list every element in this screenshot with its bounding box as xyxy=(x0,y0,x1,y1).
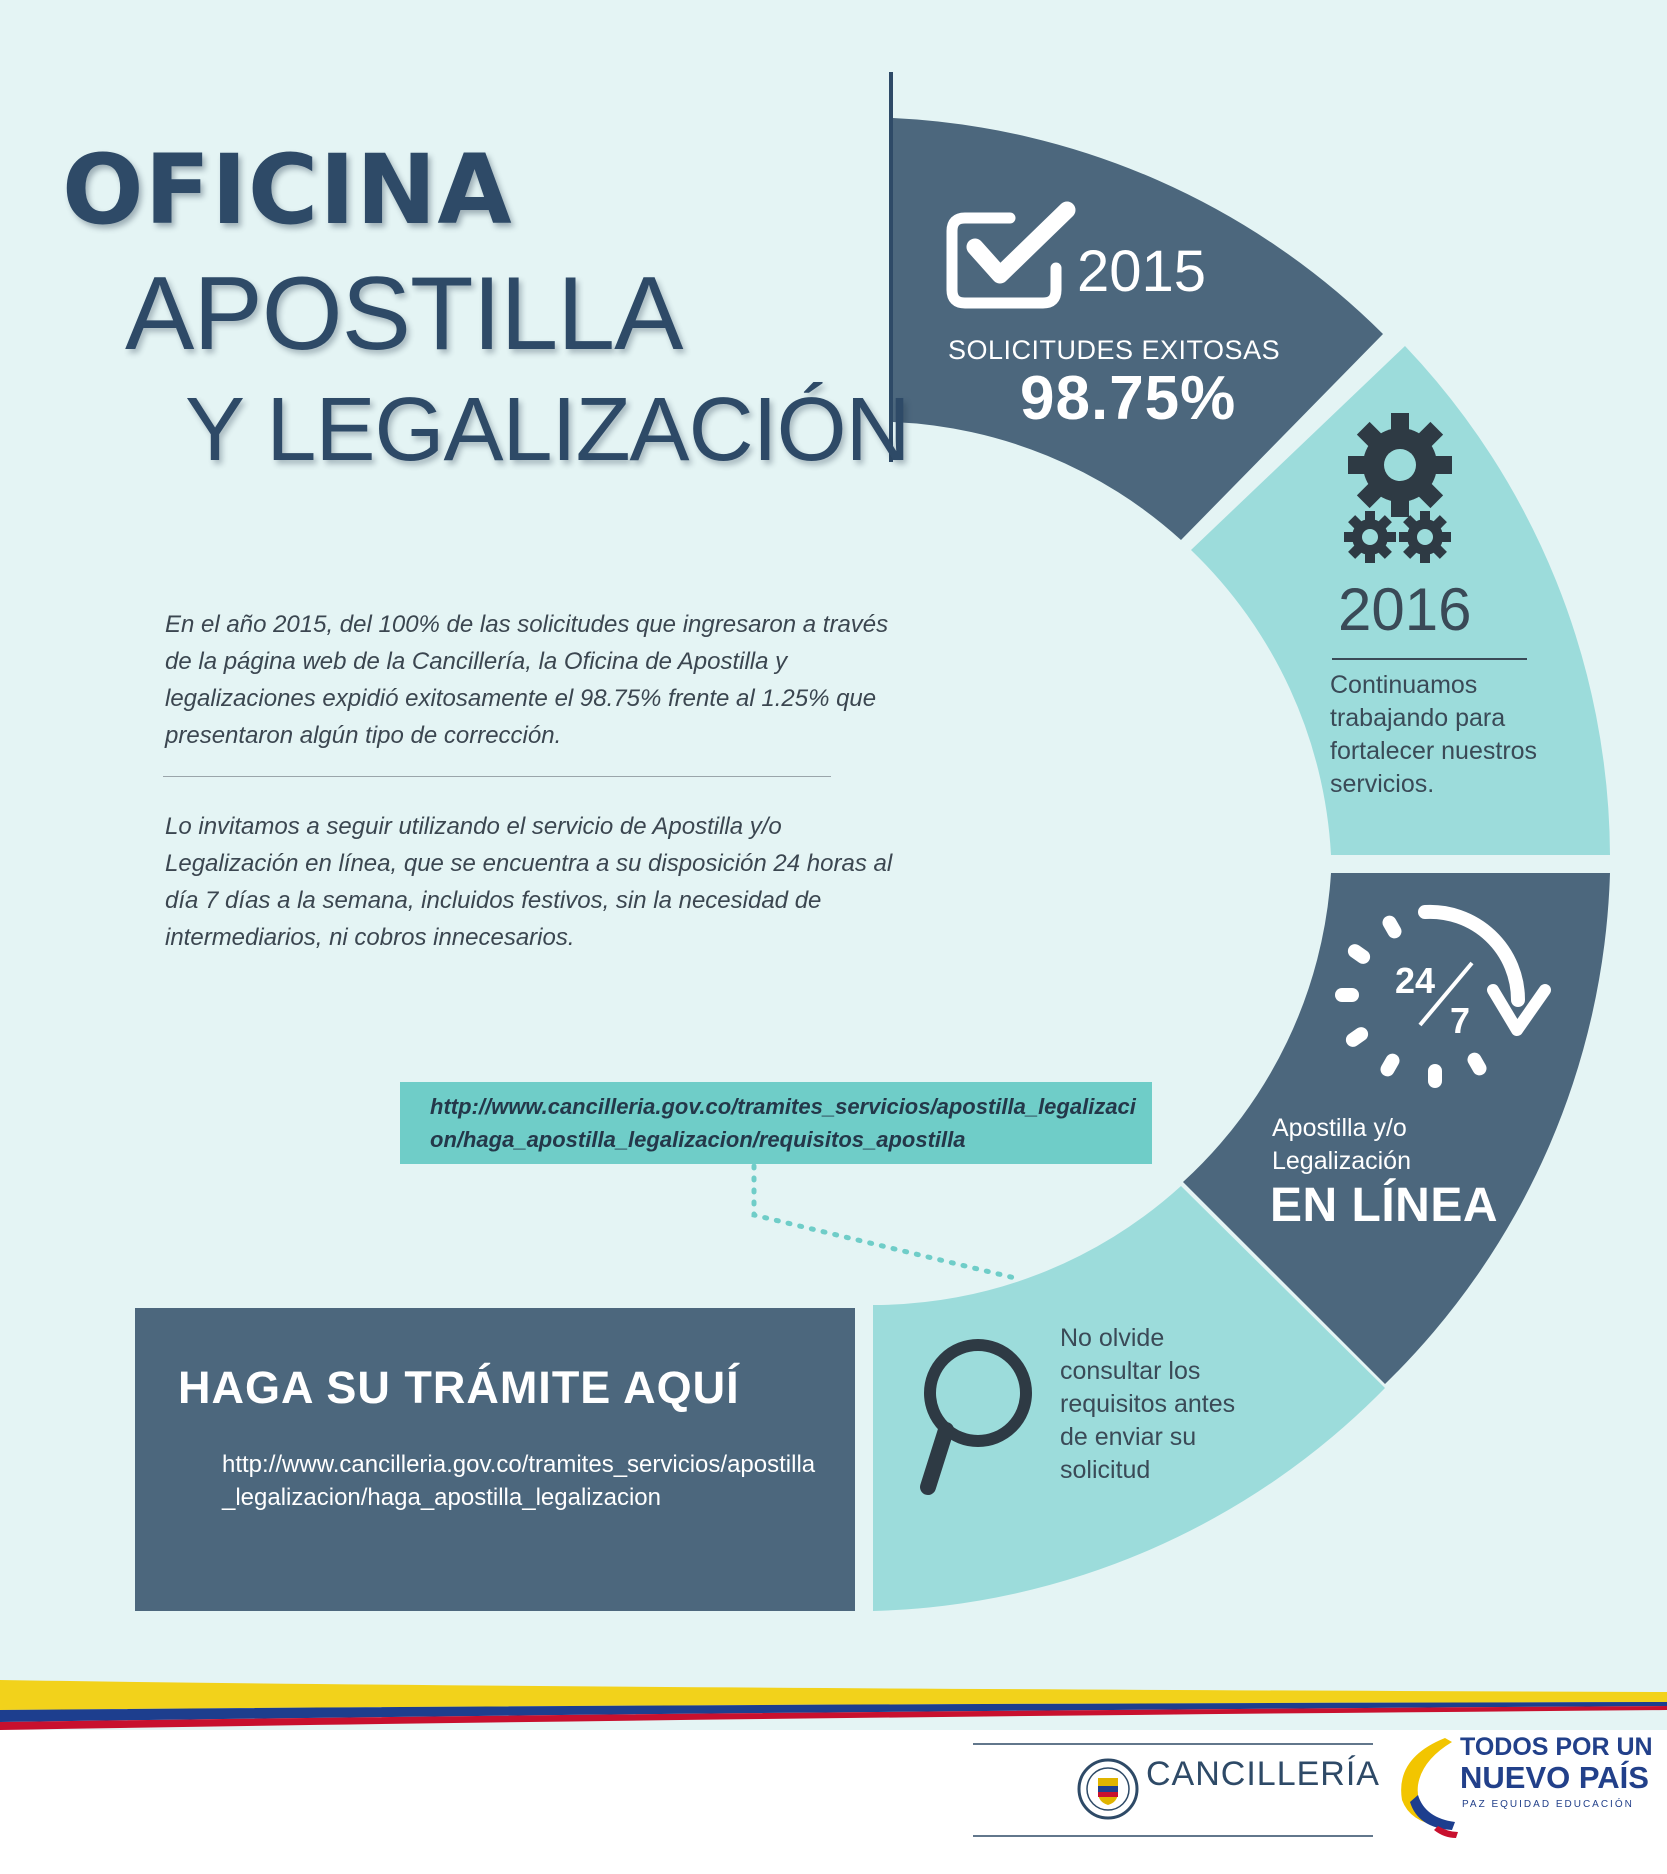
clock-24-text: 24 xyxy=(1395,960,1436,1001)
segment-2016-year: 2016 xyxy=(1338,576,1472,643)
segment-2016-underline xyxy=(1332,658,1527,660)
cancilleria-logo-text: CANCILLERÍA xyxy=(1146,1755,1380,1793)
coat-of-arms-seal-icon xyxy=(1079,1760,1137,1818)
segment-2015-label: SOLICITUDES EXITOSAS xyxy=(948,335,1281,365)
nuevo-pais-line2: NUEVO PAÍS xyxy=(1460,1760,1649,1795)
cta-link[interactable]: http://www.cancilleria.gov.co/tramites_servicios/apostilla_legalizacion/haga_apostilla_legalizacion xyxy=(222,1451,816,1511)
title-legalizacion: Y LEGALIZACIÓN xyxy=(185,380,910,480)
intro-paragraph-1: En el año 2015, del 100% de las solicitudes que ingresaron a través de la página web de la Cancillería, la Oficina de Apostilla y legalizaciones expidió exitosamente el 98.75% frente al 1.25% que presentaron algún tipo de corrección. xyxy=(165,611,889,749)
segment-requirements-text: No olvide consultar los requisitos antes de enviar su solicitud xyxy=(1060,1324,1236,1484)
segment-2016-text: Continuamos trabajando para fortalecer nuestros servicios. xyxy=(1330,671,1538,798)
title-apostilla: APOSTILLA xyxy=(125,256,683,372)
nuevo-pais-line3: PAZ EQUIDAD EDUCACIÓN xyxy=(1462,1799,1634,1810)
intro-paragraph-2: Lo invitamos a seguir utilizando el servicio de Apostilla y/o Legalización en línea, que se encuentra a su disposición 24 horas al día 7 días a la semana, incluidos festivos, sin la necesidad de intermediarios, ni cobros innecesarios. xyxy=(165,813,893,951)
intro-divider xyxy=(163,776,831,777)
nuevo-pais-line1: TODOS POR UN xyxy=(1460,1733,1653,1761)
segment-2015-value: 98.75% xyxy=(1020,364,1237,433)
segment-online-title: EN LÍNEA xyxy=(1270,1179,1499,1232)
clock-7-text: 7 xyxy=(1450,1000,1471,1041)
segment-online-subtitle: Apostilla y/o Legalización xyxy=(1272,1114,1411,1175)
dotted-connector xyxy=(754,1166,1015,1278)
cta-title: HAGA SU TRÁMITE AQUÍ xyxy=(178,1362,740,1413)
requirements-link[interactable]: http://www.cancilleria.gov.co/tramites_servicios/apostilla_legalizacion/haga_apostilla_legalizacion/requisitos_apostilla xyxy=(430,1094,1136,1152)
segment-2015-year: 2015 xyxy=(1077,239,1207,304)
title-oficina: OFICINA xyxy=(62,134,513,246)
